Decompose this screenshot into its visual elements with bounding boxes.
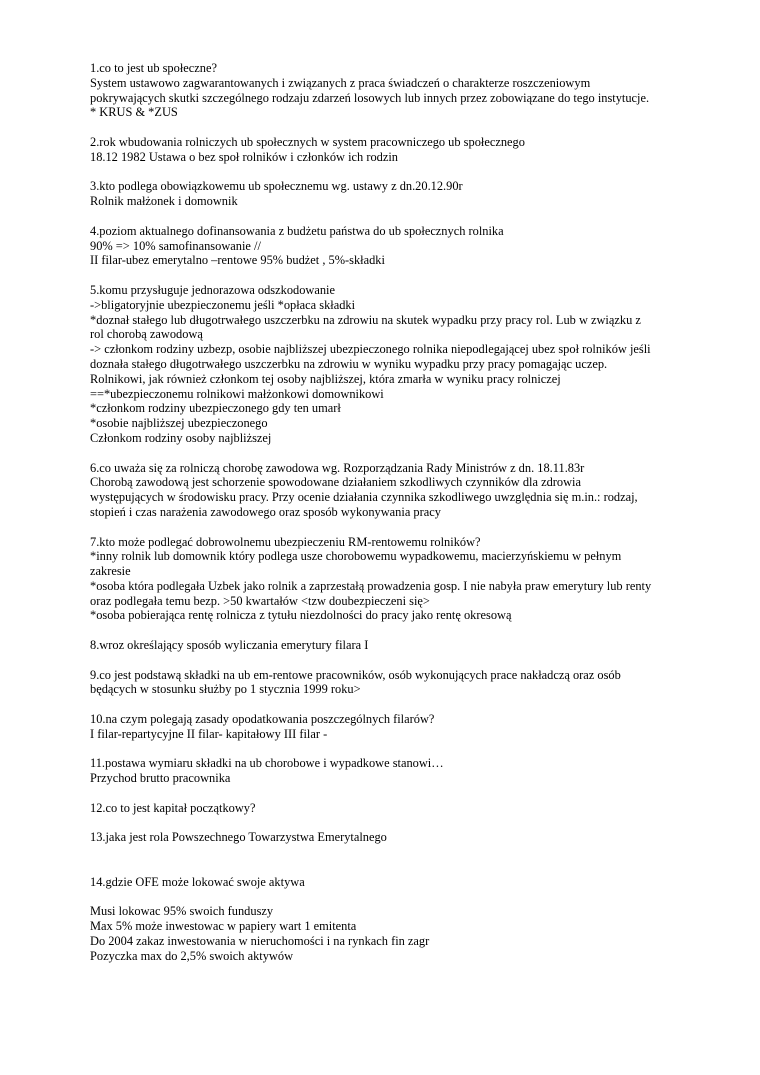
text-line: ==*ubezpieczonemu rolnikowi małżonkowi domownikowi <box>90 386 384 401</box>
text-line: 18.12 1982 Ustawa o bez społ rolników i członków ich rodzin <box>90 149 398 164</box>
text-line: *członkom rodziny ubezpieczonego gdy ten umarł <box>90 401 341 416</box>
document-page <box>90 61 690 978</box>
question-line: 2.rok wbudowania rolniczych ub społecznych w system pracowniczego ub społecznego <box>90 134 525 149</box>
text-line: *osobie najbliższej ubezpieczonego <box>90 416 268 431</box>
text-line: Pozyczka max do 2,5% swoich aktywów <box>90 948 294 963</box>
text-line: będących w stosunku służby po 1 stycznia 1999 roku> <box>90 682 361 697</box>
text-line: System ustawowo zagwarantowanych i związanych z praca świadczeń o charakterze roszczeniowym <box>90 75 591 90</box>
text-line: Rolnikowi, jak również członkom tej osoby najbliższej, która zmarła w wyniku pracy rolniczej <box>90 371 561 386</box>
text-line: oraz podlegała temu bezp. >50 kwartałów <tzw doubezpieczeni się> <box>90 593 430 608</box>
question-line: 7.kto może podlegać dobrowolnemu ubezpieczeniu RM-rentowemu rolników? <box>90 534 481 549</box>
question-line: 8.wroz określający sposób wyliczania emerytury filara I <box>90 638 369 653</box>
text-line: Musi lokowac 95% swoich funduszy <box>90 904 274 919</box>
text-line: stopień i czas narażenia zawodowego oraz sposób wykonywania pracy <box>90 504 441 519</box>
qa-section-9 <box>90 668 690 698</box>
text-line: rol chorobą zawodową <box>90 327 203 342</box>
qa-section-14 <box>90 875 690 890</box>
text-line: Chorobą zawodową jest schorzenie spowodowane działaniem szkodliwych czynników dla zdrowia <box>90 475 581 490</box>
text-line: *doznał stałego lub długotrwałego uszczerbku na zdrowiu na skutek wypadku przy pracy rol. Lub w związku z <box>90 312 641 327</box>
question-line: 14.gdzie OFE może lokować swoje aktywa <box>90 874 305 889</box>
text-line: * KRUS & *ZUS <box>90 105 178 120</box>
question-line: 1.co to jest ub społeczne? <box>90 61 217 75</box>
qa-section-15 <box>90 904 690 963</box>
qa-section-10 <box>90 712 690 742</box>
text-line: ->bligatoryjnie ubezpieczonemu jeśli *opłaca składki <box>90 297 356 312</box>
text-line: doznała stałego długotrwałego uszczerbku na zdrowiu w wyniku wypadku przy pracy pomagając uczep. <box>90 356 608 371</box>
text-line: zakresie <box>90 564 131 579</box>
text-line: pokrywających skutki szczególnego rodzaju zdarzeń losowych lub innych przez zobowiązane do tego instytucje. <box>90 90 650 105</box>
qa-section-7 <box>90 535 690 624</box>
text-line: Przychod brutto pracownika <box>90 771 231 786</box>
qa-section-12 <box>90 801 690 816</box>
text-line: Max 5% może inwestowac w papiery wart 1 emitenta <box>90 919 357 934</box>
text-line: Rolnik małżonek i domownik <box>90 194 238 209</box>
qa-section-5 <box>90 283 690 446</box>
qa-section-4 <box>90 224 690 268</box>
question-line: 12.co to jest kapitał początkowy? <box>90 800 256 815</box>
text-line: *inny rolnik lub domownik który podlega usze chorobowemu wypadkowemu, macierzyńskiemu w pełnym <box>90 549 622 564</box>
qa-section-1 <box>90 61 690 120</box>
qa-section-3 <box>90 179 690 209</box>
question-line: 3.kto podlega obowiązkowemu ub społecznemu wg. ustawy z dn.20.12.90r <box>90 179 463 194</box>
text-line: występujących w środowisku pracy. Przy ocenie działania czynnika szkodliwego uwzględnia się m.in.: rodzaj, <box>90 490 638 505</box>
qa-section-8 <box>90 638 690 653</box>
question-line: 4.poziom aktualnego dofinansowania z budżetu państwa do ub społecznych rolnika <box>90 223 504 238</box>
text-line: *osoba która podlegała Uzbek jako rolnik a zaprzestałą prowadzenia gosp. I nie nabyła praw emerytury lub renty <box>90 578 652 593</box>
qa-section-11 <box>90 756 690 786</box>
question-line: 10.na czym polegają zasady opodatkowania poszczególnych filarów? <box>90 712 435 727</box>
qa-section-13 <box>90 830 690 845</box>
question-line: 6.co uważa się za rolniczą chorobę zawodowa wg. Rozporządzania Rady Ministrów z dn. 18.11.83r <box>90 460 585 475</box>
qa-section-2 <box>90 135 690 165</box>
question-line: 13.jaka jest rola Powszechnego Towarzystwa Emerytalnego <box>90 830 387 845</box>
question-line: 5.komu przysługuje jednorazowa odszkodowanie <box>90 282 335 297</box>
text-line: *osoba pobierająca rentę rolnicza z tytułu niezdolności do pracy jako rentę okresową <box>90 608 512 623</box>
text-line: II filar-ubez emerytalno –rentowe 95% budżet , 5%-składki <box>90 253 385 268</box>
text-line: Do 2004 zakaz inwestowania w nieruchomości i na rynkach fin zagr <box>90 934 430 949</box>
text-line: I filar-repartycyjne II filar- kapitałowy III filar - <box>90 726 328 741</box>
text-line: -> członkom rodziny uzbezp, osobie najbliższej ubezpieczonego rolnika niepodlegającej ubez społ rolników jeśli <box>90 342 651 357</box>
text-line: Członkom rodziny osoby najbliższej <box>90 430 272 445</box>
question-line: 9.co jest podstawą składki na ub em-rentowe pracowników, osób wykonujących prace nakładczą oraz osób <box>90 667 621 682</box>
qa-section-6 <box>90 461 690 520</box>
question-line: 11.postawa wymiaru składki na ub chorobowe i wypadkowe stanowi… <box>90 756 444 771</box>
text-line: 90% => 10% samofinansowanie // <box>90 238 261 253</box>
